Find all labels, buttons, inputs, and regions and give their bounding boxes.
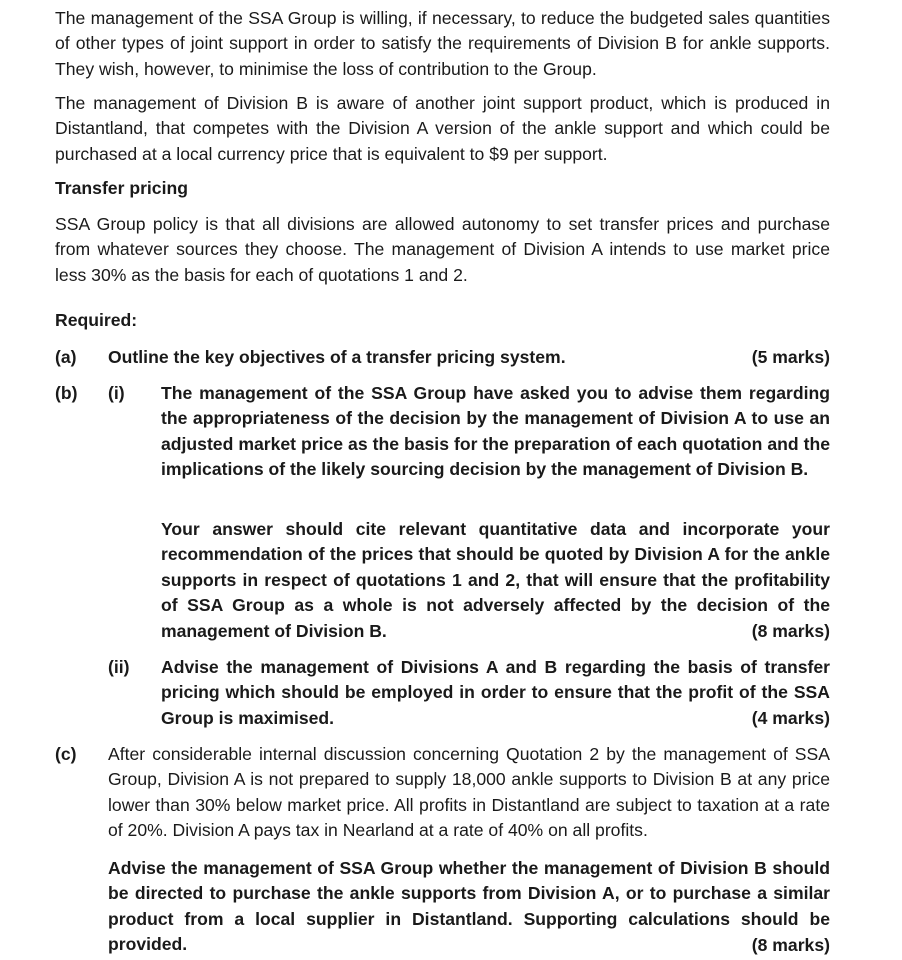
paragraph-distantland-product: The management of Division B is aware of another joint support product, which is produced in Distantland, that competes with the Division A version of the ankle support and which could be purchased at a local currency price that is equivalent to $9 per support. xyxy=(55,93,830,164)
question-b-i-text1: The management of the SSA Group have asked you to advise them regarding the appropriateness of the decision by the management of Division A to use an adjusted market price as the basis for the preparation of each quotation and the implications of the likely sourcing decision by the management of Division B. xyxy=(161,383,830,480)
question-c-text2-block xyxy=(108,856,830,958)
heading-transfer-pricing: Transfer pricing xyxy=(55,178,188,198)
question-c-marks: (8 marks) xyxy=(751,934,830,955)
question-a-text xyxy=(108,345,830,370)
question-c-label: (c) xyxy=(55,744,77,764)
question-a-body: Outline the key objectives of a transfer pricing system. xyxy=(108,347,566,367)
paragraph-group-policy: SSA Group policy is that all divisions are allowed autonomy to set transfer prices and purchase from whatever sources they choose. The management of Division A intends to use market price less 30% as the basis for each of quotations 1 and 2. xyxy=(55,214,830,285)
question-c-text1: After considerable internal discussion concerning Quotation 2 by the management of SSA Group, Division A is not prepared to supply 18,000 ankle supports to Division B at any price lower than 30% below market price. All profits in Distantland are subject to taxation at a rate of 20%. Division A pays tax in Nearland at a rate of 40% on all profits. xyxy=(108,744,830,841)
question-b-i-label: (i) xyxy=(108,383,125,403)
question-a-label: (a) xyxy=(55,347,77,367)
question-b-ii-block xyxy=(161,655,830,731)
question-b-i-text2: Your answer should cite relevant quantitative data and incorporate your recommendation of the prices that should be quoted by Division A for the ankle supports in respect of quotations 1 and 2, that will ensure that the profitability of SSA Group as a whole is not adversely affected by the decision of the management of Division B. xyxy=(161,519,830,641)
question-b-i-text2-block xyxy=(161,517,830,644)
question-b-i-marks: (8 marks) xyxy=(751,620,830,641)
question-b-label: (b) xyxy=(55,383,78,403)
heading-required: Required: xyxy=(55,310,138,330)
question-b-ii-text: Advise the management of Divisions A and B regarding the basis of transfer pricing which should be employed in order to ensure that the profit of the SSA Group is maximised. xyxy=(161,657,830,728)
question-c-text2: Advise the management of SSA Group whether the management of Division B should be directed to purchase the ankle supports from Division A, or to purchase a similar product from a local supplier in Distantland. Supporting calculations should be provided. xyxy=(108,858,830,955)
question-b-ii-marks: (4 marks) xyxy=(751,707,830,728)
question-b-ii-label: (ii) xyxy=(108,657,130,677)
question-a-marks: (5 marks) xyxy=(751,347,830,367)
paragraph-group-support: The management of the SSA Group is willing, if necessary, to reduce the budgeted sales quantities of other types of joint support in order to satisfy the requirements of Division B for ankle supports. They wish, however, to minimise the loss of contribution to the Group. xyxy=(55,8,830,79)
